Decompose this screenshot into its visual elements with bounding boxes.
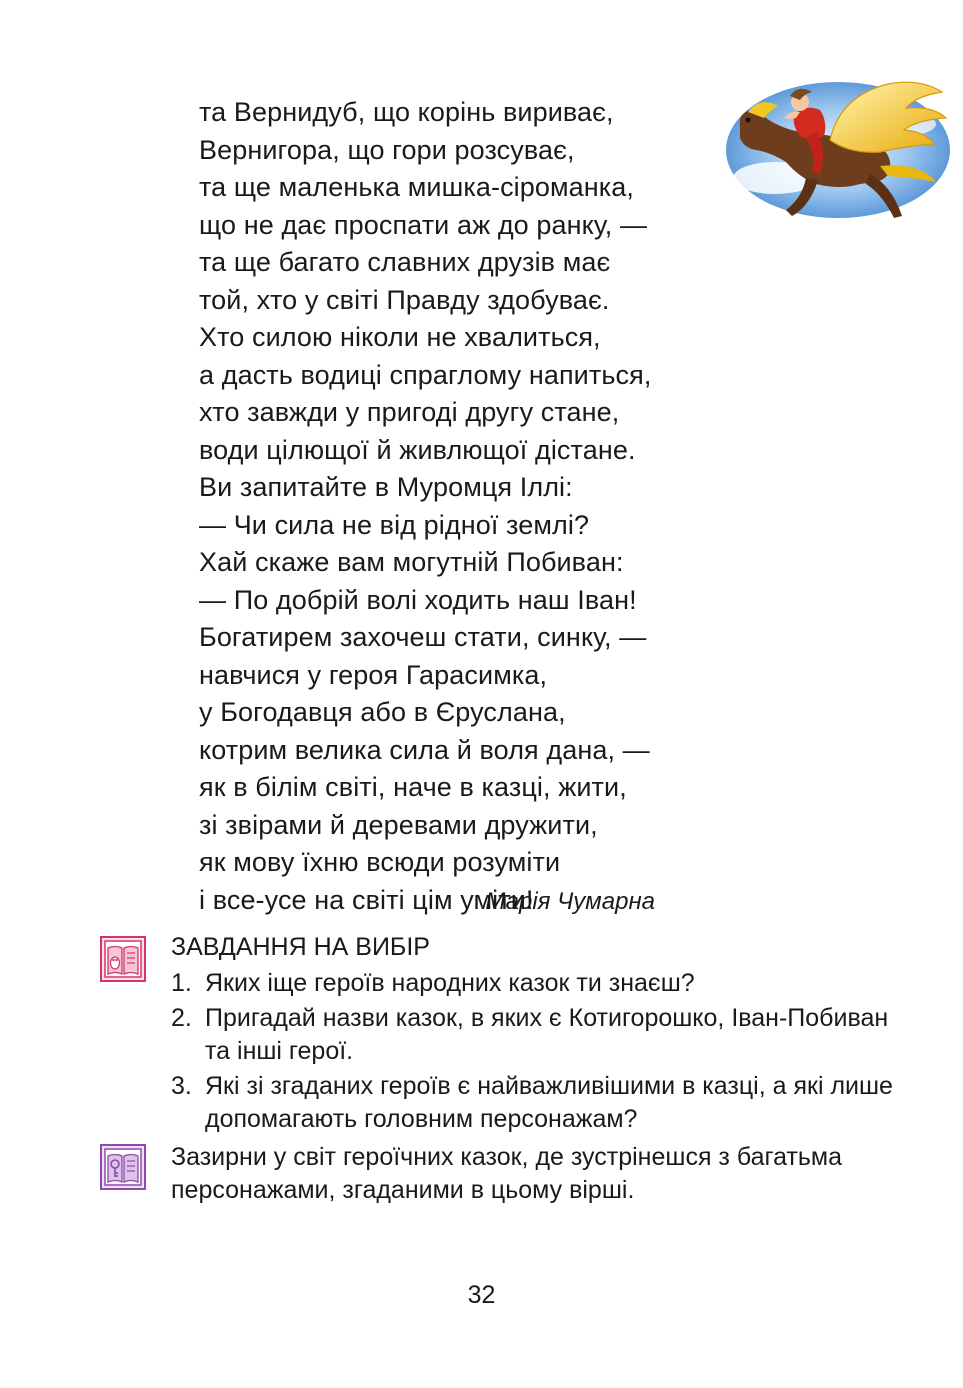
task-number: 2. [171, 1004, 192, 1032]
poem-line: та ще маленька мишка-сіроманка, [199, 172, 635, 202]
poem-line: Вернигора, що гори розсуває, [199, 134, 575, 165]
poem-line: як в білім світі, наче в казці, жити, [199, 772, 627, 802]
poem-line: котрим велика сила й воля дана, — [199, 734, 650, 765]
extra-reading-text: Зазирни у світ героїчних казок, де зустрінешся з багатьма персонажами, згаданими в цьому вірші. [171, 1143, 842, 1204]
poem-line: що не дає проспати аж до ранку, — [199, 209, 648, 240]
task-list [171, 967, 901, 1138]
task-item [171, 1002, 901, 1068]
poem-line: Хай скаже вам могутній Побиван: [199, 547, 624, 577]
task-text: Які зі згаданих героїв є найважливішими в казці, а які лише допомагають головним персонажам? [205, 1072, 893, 1133]
poem-line: і все-усе на світі цім уміти! [199, 884, 534, 915]
task-section-title: ЗАВДАННЯ НА ВИБІР [171, 933, 430, 961]
poem-line: хто завжди у пригоді другу стане, [199, 397, 620, 427]
page-number: 32 [467, 1281, 496, 1309]
poem-line: та Вернидуб, що корінь вириває, [199, 97, 614, 127]
poem-line: зі звірами й деревами дружити, [199, 809, 598, 840]
poem-line: Хто силою ніколи не хвалиться, [199, 322, 601, 352]
poem-line: Богатирем захочеш стати, синку, — [199, 622, 647, 652]
poem-line: той, хто у світі Правду здобуває. [199, 284, 610, 315]
book-owl-icon [100, 936, 146, 982]
book-key-icon [100, 1144, 146, 1190]
task-item [171, 967, 901, 1000]
poem-line: води цілющої й живлющої дістане. [199, 434, 636, 465]
poem-line: та ще багато славних друзів має [199, 247, 611, 277]
poem-line: навчися у героя Гарасимка, [199, 659, 548, 690]
poem-line: у Богодавця або в Єруслана, [199, 697, 566, 727]
poem-line: як мову їхню всюди розуміти [199, 847, 561, 877]
task-number: 1. [171, 969, 192, 997]
task-number: 3. [171, 1072, 192, 1100]
poem [199, 94, 651, 919]
poem-line: Ви запитайте в Муромця Іллі: [199, 472, 573, 502]
poem-line: — По добрій волі ходить наш Іван! [199, 584, 637, 615]
winged-horse-illustration [720, 66, 952, 244]
poem-line: а дасть водиці спраглому напиться, [199, 359, 652, 390]
poem-line: — Чи сила не від рідної землі? [199, 509, 590, 540]
poem-author: Марія Чумарна [485, 888, 655, 915]
task-text: Пригадай назви казок, в яких є Котигорошко, Іван-Побиван та інші герої. [205, 1004, 889, 1065]
task-item [171, 1070, 901, 1136]
task-text: Яких іще героїв народних казок ти знаєш? [205, 969, 695, 997]
